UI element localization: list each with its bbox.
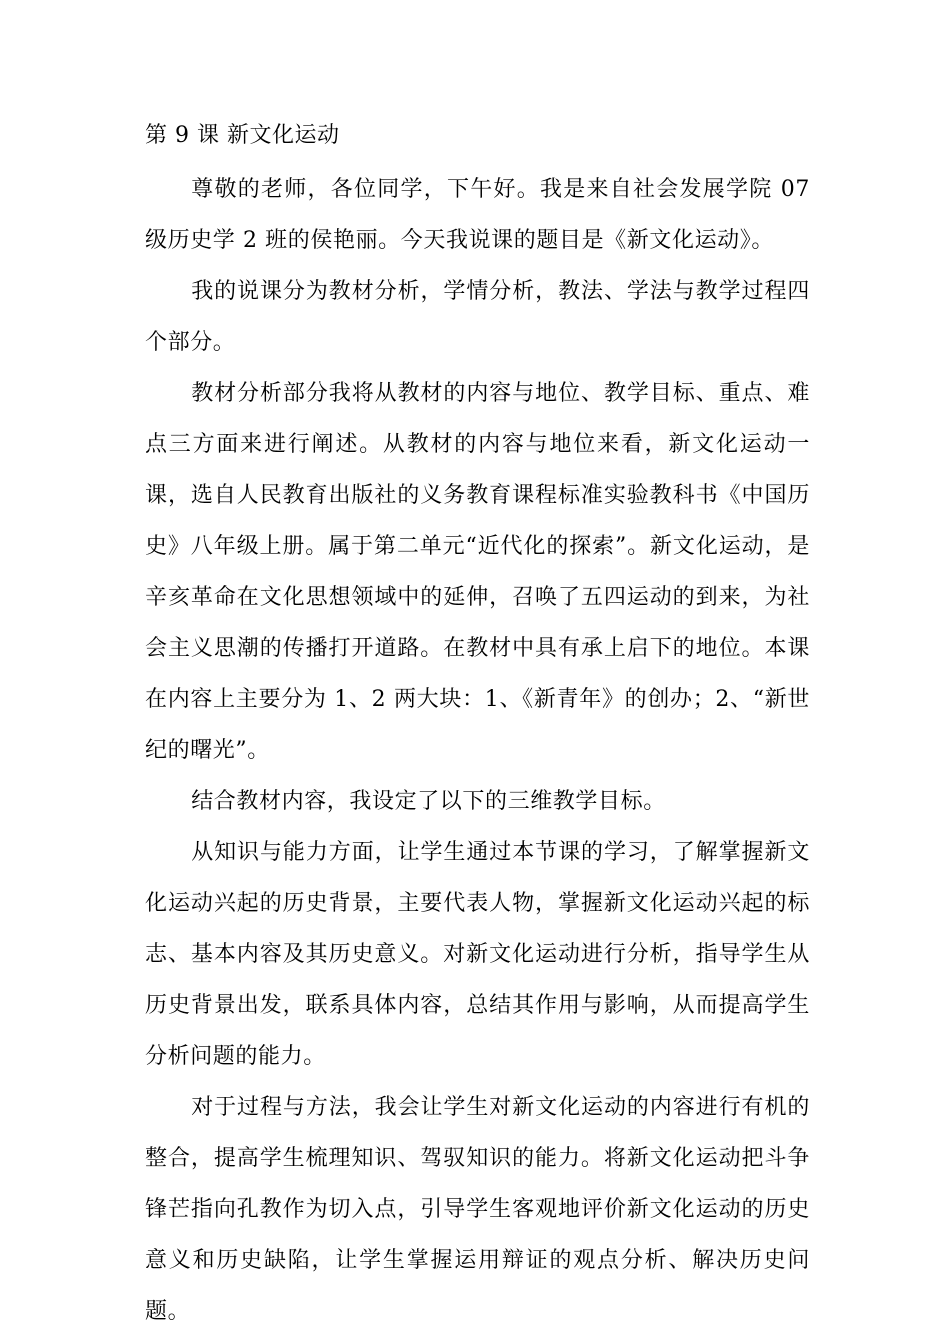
lesson-title: 第 9 课 新文化运动 xyxy=(145,123,340,148)
paragraph-greeting: 尊敬的老师，各位同学，下午好。我是来自社会发展学院 07 级历史学 2 班的侯艳丽。今天我说课的题目是《新文化运动》。 xyxy=(145,177,810,253)
paragraph-goals-intro: 结合教材内容，我设定了以下的三维教学目标。 xyxy=(191,789,666,814)
document-body xyxy=(145,118,810,1337)
paragraph-outline: 我的说课分为教材分析，学情分析，教法、学法与教学过程四个部分。 xyxy=(145,279,810,355)
paragraph-textbook-analysis: 教材分析部分我将从教材的内容与地位、教学目标、重点、难点三方面来进行阐述。从教材的内容与地位来看，新文化运动一课，选自人民教育出版社的义务教育课程标准实验教科书《中国历史》八年级上册。属于第二单元“近代化的探索”。新文化运动，是辛亥革命在文化思想领域中的延伸，召唤了五四运动的到来，为社会主义思潮的传播打开道路。在教材中具有承上启下的地位。本课在内容上主要分为 1、2 两大块：1、《新青年》的创办；2、“新世纪的曙光”。 xyxy=(145,381,810,763)
paragraph-knowledge-ability: 从知识与能力方面，让学生通过本节课的学习，了解掌握新文化运动兴起的历史背景，主要代表人物，掌握新文化运动兴起的标志、基本内容及其历史意义。对新文化运动进行分析，指导学生从历史背景出发，联系具体内容，总结其作用与影响，从而提高学生分析问题的能力。 xyxy=(145,840,810,1069)
paragraph-process-method: 对于过程与方法，我会让学生对新文化运动的内容进行有机的整合，提高学生梳理知识、驾驭知识的能力。将新文化运动把斗争锋芒指向孔教作为切入点，引导学生客观地评价新文化运动的历史意义和历史缺陷，让学生掌握运用辩证的观点分析、解决历史问题。 xyxy=(145,1095,810,1324)
